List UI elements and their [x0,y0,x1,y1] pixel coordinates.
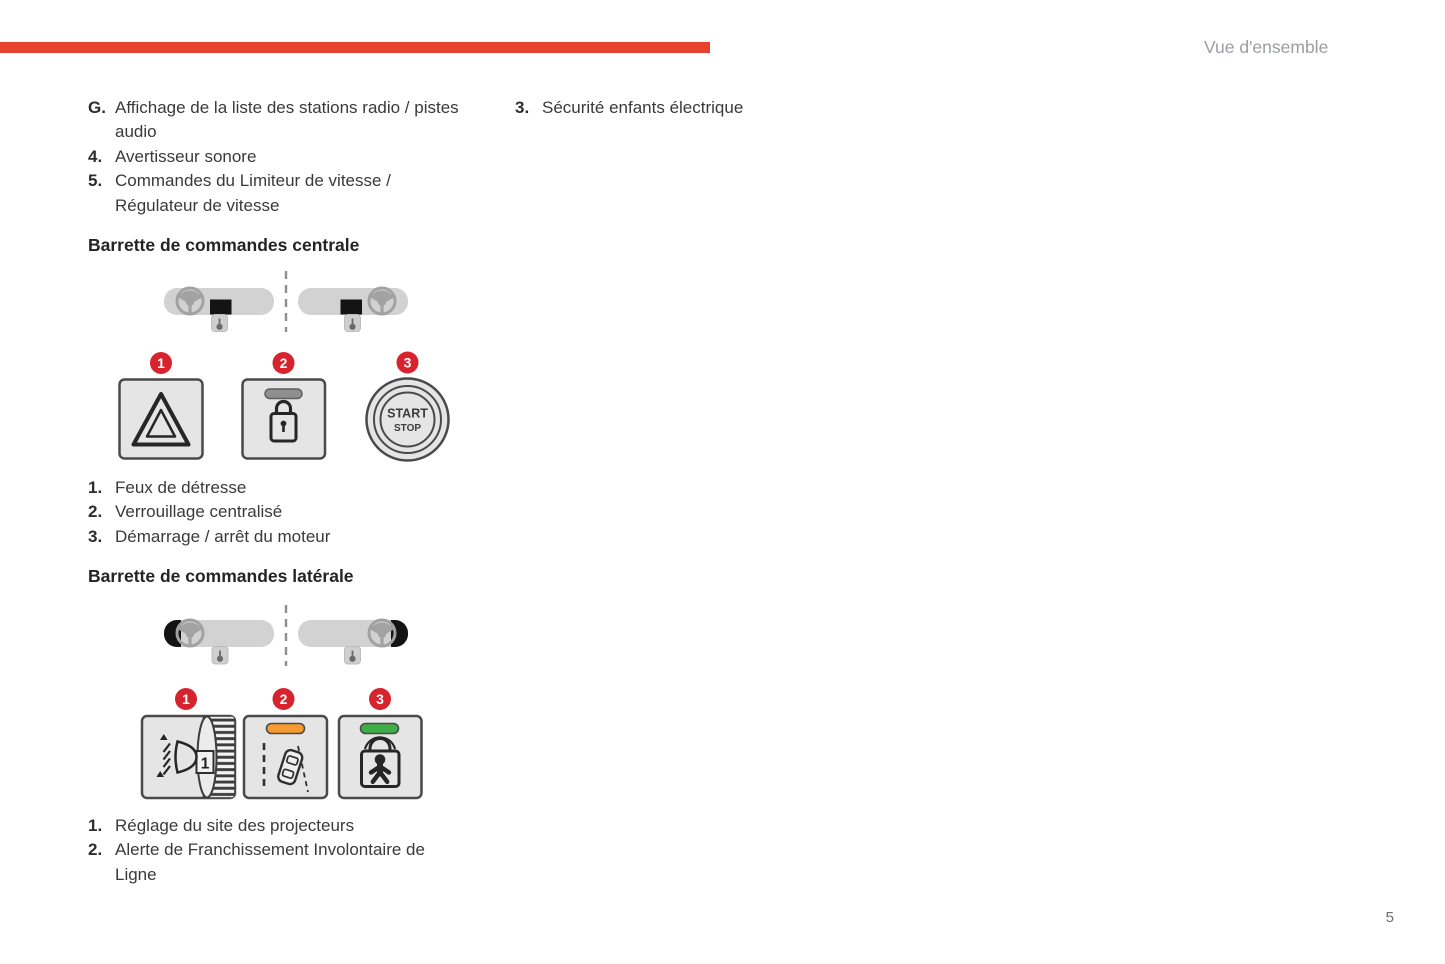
list-item [88,814,488,838]
list-item [88,169,498,218]
list-item [88,145,498,169]
svg-text:2: 2 [279,355,288,371]
section-heading-lateral: Barrette de commandes latérale [88,566,354,586]
lateral-commands-figure [95,597,495,807]
callout-3 [397,352,419,374]
list-text: Feux de détresse [115,478,247,497]
child-safety-lock-icon [339,716,422,798]
headlight-leveling-dial-icon [142,716,235,798]
led-indicator-green [361,724,399,734]
list-text: Verrouillage centralisé [115,502,283,522]
callout-2 [273,688,295,710]
central-list [88,476,488,549]
dashboard-lhd [164,620,274,664]
list-item [88,96,498,145]
list-marker: 1. [88,478,103,497]
callout-1 [175,688,197,710]
key-icon [345,315,361,332]
key-icon [212,315,228,332]
top-list-right [515,96,875,120]
page-number: 5 [1385,909,1394,926]
lateral-list [88,814,488,887]
start-stop-button-icon [367,379,449,461]
svg-text:2: 2 [279,691,288,707]
svg-text:1: 1 [200,755,210,773]
list-marker: 4. [88,146,103,166]
svg-text:3: 3 [403,354,412,371]
dashboard-rhd [298,288,408,332]
list-text: Avertisseur sonore [115,146,257,166]
callout-3 [369,688,391,710]
led-indicator [265,389,302,399]
key-icon [345,647,361,665]
svg-text:1: 1 [157,355,165,371]
svg-text:STOP: STOP [393,423,422,434]
list-marker: 3. [515,98,530,117]
accent-bar [0,42,710,53]
list-text: Réglage du site des projecteurs [115,816,355,835]
page-header-title: Vue d'ensemble [1204,37,1329,57]
list-item [88,500,488,524]
central-bar-highlight [341,300,363,315]
list-text: Sécurité enfants électrique [542,98,744,117]
central-bar-highlight [210,300,232,315]
dashboard-lhd [164,288,274,332]
list-item [88,476,488,500]
list-item [88,525,488,549]
list-marker: 5. [88,171,103,191]
top-list-left [88,96,498,218]
list-text: Alerte de Franchissement Involontaire de Ligne [115,840,425,884]
dashboard-rhd [298,620,408,664]
svg-text:3: 3 [376,691,384,707]
svg-text:START: START [387,406,428,421]
svg-text:1: 1 [182,691,190,707]
list-marker: 1. [88,816,103,835]
section-heading-central: Barrette de commandes centrale [88,235,360,255]
list-marker: 2. [88,502,103,522]
list-marker: 2. [88,840,103,860]
led-indicator-orange [267,724,305,734]
central-locking-button-icon [243,380,326,459]
list-item [515,96,875,120]
central-commands-figure [95,262,495,467]
callout-2 [273,352,295,374]
list-marker: G. [88,98,106,117]
list-marker: 3. [88,526,103,546]
list-text: Démarrage / arrêt du moteur [115,526,331,546]
hazard-warning-button-icon [120,380,203,459]
key-icon [212,647,228,665]
list-text: Affichage de la liste des stations radio / pistes audio [115,98,459,142]
list-text: Commandes du Limiteur de vitesse / Régulateur de vitesse [115,171,391,215]
callout-1 [150,352,172,374]
list-item [88,838,488,887]
lane-departure-warning-icon [244,716,327,798]
